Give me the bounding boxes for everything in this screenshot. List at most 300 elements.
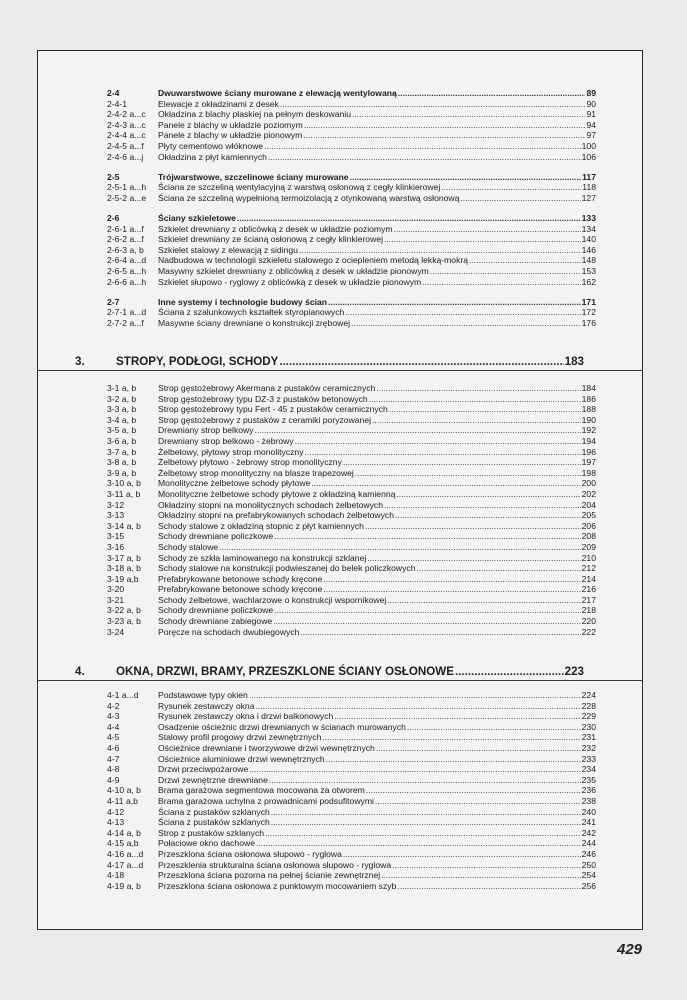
leader-dots [396, 489, 580, 500]
toc-entry [38, 182, 642, 193]
entry-code: 3-5 a, b [107, 425, 137, 436]
toc-entry [38, 870, 642, 881]
entry-page: 202 [581, 488, 596, 499]
toc-entry [38, 775, 642, 786]
toc-entry [38, 521, 642, 532]
entry-page: 140 [581, 234, 596, 245]
leader-dots [326, 754, 581, 765]
entry-page: 146 [581, 244, 596, 255]
toc-entry [38, 743, 642, 754]
entry-code: 2-6-6 a...h [107, 276, 147, 287]
entry-page: 236 [581, 785, 596, 796]
entry-code: 2-5 [107, 171, 120, 182]
chapter-number: 4. [75, 665, 85, 678]
toc-entry [38, 489, 642, 500]
entry-page: 241 [581, 817, 596, 828]
leader-dots [350, 172, 582, 183]
entry-code: 4-8 [107, 764, 120, 775]
toc-entry [38, 605, 642, 616]
entry-title: Żelbetowy płytowo - żebrowy strop monolityczny [158, 457, 342, 468]
toc-entry [38, 120, 642, 131]
entry-title: Szkielet słupowo - ryglowy z oblicówką z desek w układzie pionowym [158, 276, 422, 287]
entry-title: Okładziny stopni na monolitycznych schodach żelbetowych [158, 499, 383, 510]
entry-page: 171 [581, 296, 596, 307]
entry-code: 3-17 a, b [107, 552, 141, 563]
toc-entry [38, 245, 642, 256]
entry-title: Okładzina z płyt kamiennych [158, 151, 267, 162]
entry-title: Ściana ze szczeliną wypełnioną termoizolacją z otynkowaną warstwą osłonową [158, 192, 460, 203]
entry-title: Panele z blachy w układzie poziomym [158, 119, 303, 130]
leader-dots [369, 394, 581, 405]
toc-entry [38, 849, 642, 860]
entry-title: Elewacje z okładzinami z desek [158, 98, 279, 109]
entry-page: 90 [586, 98, 596, 109]
entry-title: Brama garażowa segmentowa mocowana za otworem [158, 785, 365, 796]
entry-title: Osadzenie ościeżnic drzwi drewnianych w ścianach murowanych [158, 721, 406, 732]
entry-page: 231 [581, 732, 596, 743]
entry-code: 3-13 [107, 510, 125, 521]
entry-code: 3-10 a, b [107, 478, 141, 489]
entry-title: Okładziny stopni na prefabrykowanych schodach żelbetowych [158, 510, 394, 521]
entry-page: 184 [581, 383, 596, 393]
entry-title: Schody stalowe z okładziną stopnic z płyt kamiennych [158, 520, 364, 531]
chapter-page: 223 [564, 665, 584, 678]
leader-dots [280, 99, 586, 110]
leader-dots [398, 88, 586, 99]
entry-page: 133 [581, 212, 596, 223]
entry-code: 3-4 a, b [107, 414, 137, 425]
entry-code: 3-7 a, b [107, 446, 137, 457]
entry-page: 208 [581, 531, 596, 542]
entry-code: 2-6-1 a...f [107, 223, 144, 234]
entry-code: 3-19 a,b [107, 573, 139, 584]
leader-dots [269, 775, 581, 786]
leader-dots [305, 447, 581, 458]
entry-title: Ściana z pustaków szklanych [158, 817, 270, 828]
toc-entry [38, 754, 642, 765]
chapter-3-divider [38, 370, 642, 371]
toc-entry [38, 266, 642, 277]
leader-dots [384, 500, 581, 511]
section-group [38, 88, 642, 162]
entry-title: Szkielet drewniany z oblicówką z desek w układzie poziomym [158, 223, 393, 234]
entry-page: 204 [581, 499, 596, 510]
leader-dots [384, 234, 581, 245]
entry-page: 210 [581, 552, 596, 563]
leader-dots [343, 849, 581, 860]
chapter-2-continued [38, 88, 642, 338]
chapter-3-entries [38, 383, 642, 637]
leader-dots [345, 307, 580, 318]
entry-title: Drewniany strop belkowy [158, 425, 254, 436]
leader-dots [295, 436, 581, 447]
entry-page: 106 [581, 151, 596, 162]
toc-entry [38, 307, 642, 318]
toc-entry [38, 141, 642, 152]
leader-dots [299, 245, 581, 256]
entry-title: Schody stalowe na konstrukcji podwieszanej do belek policzkowych [158, 563, 416, 574]
leader-dots [323, 584, 580, 595]
entry-title: Prefabrykowane betonowe schody kręcone [158, 573, 323, 584]
toc-entry [38, 234, 642, 245]
leader-dots [416, 563, 580, 574]
entry-title: Szkielet stalowy z elewacją z sidingu [158, 244, 298, 255]
leader-dots [407, 722, 581, 733]
entry-code: 3-8 a, b [107, 457, 137, 468]
entry-title: Ościeżnice aluminiowe drzwi wewnętrznych [158, 753, 325, 764]
toc-entry [38, 627, 642, 638]
leader-dots [304, 120, 586, 131]
entry-code: 2-7-1 a...d [107, 307, 147, 318]
entry-code: 3-16 [107, 541, 125, 552]
toc-entry [38, 255, 642, 266]
leader-dots [274, 531, 581, 542]
entry-code: 4-14 a, b [107, 827, 141, 838]
entry-code: 4-16 a...d [107, 848, 144, 859]
entry-page: 192 [581, 425, 596, 436]
entry-code: 4-11 a,b [107, 795, 138, 806]
entry-title: Podstawowe typy okien [158, 690, 248, 700]
leader-dots [249, 764, 580, 775]
leader-dots [381, 870, 581, 881]
entry-title: Żelbetowy strop monolityczny na blasze trapezowej [158, 467, 354, 478]
entry-code: 3-11 a, b [107, 488, 141, 499]
entry-title: Drzwi przeciwpożarowe [158, 764, 249, 775]
chapter-4-divider [38, 680, 642, 681]
leader-dots [249, 690, 581, 701]
entry-title: Monolityczne żelbetowe schody płytowe [158, 478, 311, 489]
toc-entry [38, 404, 642, 415]
entry-code: 2-6-5 a...h [107, 265, 147, 276]
entry-page: 91 [586, 109, 596, 120]
chapter-title: STROPY, PODŁOGI, SCHODY [116, 355, 279, 368]
leader-dots [352, 109, 585, 120]
entry-page: 230 [581, 721, 596, 732]
entry-page: 235 [581, 774, 596, 785]
leader-dots [303, 130, 585, 141]
toc-entry [38, 468, 642, 479]
entry-page: 232 [581, 742, 596, 753]
entry-title: Ściana z szalunkowych kształtek styropianowych [158, 307, 345, 318]
leader-dots [392, 860, 581, 871]
toc-entry [38, 415, 642, 426]
entry-title: Strop gęstożebrowy Akermana z pustaków ceramicznych [158, 383, 376, 393]
entry-title: Schody żelbetowe, wachlarzowe o konstrukcji wspornikowej [158, 594, 387, 605]
toc-entry [38, 436, 642, 447]
leader-dots [300, 627, 580, 638]
entry-page: 186 [581, 393, 596, 404]
entry-code: 2-7 [107, 296, 120, 307]
entry-code: 2-6 [107, 212, 120, 223]
toc-entry [38, 224, 642, 235]
entry-code: 4-13 [107, 817, 125, 828]
toc-entry [38, 130, 642, 141]
section-group [38, 172, 642, 204]
entry-page: 217 [581, 594, 596, 605]
entry-page: 256 [581, 880, 596, 891]
leader-dots [372, 415, 581, 426]
toc-entry [38, 701, 642, 712]
entry-title: Rysunek zestawczy okna i drzwi balkonowych [158, 711, 334, 722]
entry-title: Schody ze szkła laminowanego na konstrukcji szklanej [158, 552, 367, 563]
entry-page: 134 [581, 223, 596, 234]
toc-entry [38, 828, 642, 839]
entry-code: 2-4-3 a...c [107, 119, 146, 130]
entry-page: 218 [581, 605, 596, 616]
toc-entry [38, 447, 642, 458]
entry-page: 229 [581, 711, 596, 722]
chapter-number: 3. [75, 355, 85, 368]
leader-dots [279, 354, 563, 370]
entry-code: 4-6 [107, 742, 120, 753]
leader-dots [376, 743, 581, 754]
leader-dots [256, 838, 581, 849]
entry-code: 3-18 a, b [107, 563, 141, 574]
entry-code: 2-4-4 a...c [107, 130, 146, 141]
leader-dots [355, 468, 581, 479]
leader-dots [322, 732, 580, 743]
toc-entry [38, 318, 642, 329]
entry-page: 197 [581, 457, 596, 468]
toc-entry [38, 817, 642, 828]
entry-page: 212 [581, 563, 596, 574]
entry-title: Schody drewniane policzkowe [158, 531, 274, 542]
entry-code: 3-14 a, b [107, 520, 141, 531]
toc-entry [38, 574, 642, 585]
entry-title: Przeszklona ściana osłonowa z punktowym mocowaniem szyb [158, 880, 397, 891]
entry-page: 188 [581, 404, 596, 415]
entry-title: Strop gęstożebrowy typu DZ-3 z pustaków betonowych [158, 393, 368, 404]
entry-title: Przeszklona ściana osłonowa słupowo - ryglowa [158, 848, 342, 859]
leader-dots [343, 457, 581, 468]
entry-title: Żelbetowy, płytowy strop monolityczny [158, 446, 304, 457]
toc-entry [38, 500, 642, 511]
entry-code: 3-9 a, b [107, 467, 137, 478]
section-group [38, 213, 642, 287]
entry-title: Panele z blachy w układzie pionowym [158, 130, 303, 141]
section-heading-row [38, 88, 642, 99]
leader-dots [271, 807, 581, 818]
toc-entry [38, 764, 642, 775]
entry-code: 4-15 a,b [107, 838, 139, 849]
toc-entry [38, 531, 642, 542]
toc-entry [38, 881, 642, 892]
entry-code: 2-5-1 a...h [107, 182, 147, 193]
entry-title: Prefabrykowane betonowe schody kręcone [158, 584, 323, 595]
toc-entry [38, 595, 642, 606]
leader-dots [460, 193, 580, 204]
entry-code: 3-24 [107, 626, 125, 637]
entry-page: 216 [581, 584, 596, 595]
entry-code: 4-5 [107, 732, 120, 743]
toc-entry [38, 394, 642, 405]
leader-dots [273, 616, 580, 627]
section-heading-row [38, 213, 642, 224]
entry-code: 2-7-2 a...f [107, 317, 144, 328]
entry-title: Stalowy profil progowy drzwi zewnętrznych [158, 732, 322, 743]
entry-title: Przeszklona ściana pozorna na pełnej ścianie zewnętrznej [158, 870, 381, 881]
toc-entry [38, 732, 642, 743]
leader-dots [367, 553, 580, 564]
entry-code: 3-6 a, b [107, 435, 137, 446]
entry-page: 222 [581, 626, 596, 637]
entry-code: 3-12 [107, 499, 125, 510]
entry-title: Ościeżnice drewniane i tworzywowe drzwi wewnętrznych [158, 742, 375, 753]
entry-page: 220 [581, 616, 596, 627]
entry-code: 3-3 a, b [107, 404, 137, 415]
entry-page: 209 [581, 541, 596, 552]
toc-entry [38, 193, 642, 204]
entry-page: 238 [581, 795, 596, 806]
leader-dots [264, 141, 581, 152]
entry-page: 234 [581, 764, 596, 775]
entry-page: 244 [581, 838, 596, 849]
toc-entry [38, 109, 642, 120]
section-heading-row [38, 297, 642, 308]
entry-code: 2-6-4 a...d [107, 255, 147, 266]
entry-code: 3-15 [107, 531, 125, 542]
entry-page: 194 [581, 435, 596, 446]
toc-entry [38, 711, 642, 722]
chapter-4-heading [38, 664, 642, 680]
toc-entry [38, 690, 642, 701]
entry-page: 206 [581, 520, 596, 531]
chapter-3-heading [38, 354, 642, 370]
entry-title: Okładzina z blachy płaskiej na pełnym deskowaniu [158, 109, 351, 120]
entry-title: Poręcze na schodach dwubiegowych [158, 626, 300, 637]
entry-code: 4-17 a...d [107, 859, 144, 870]
entry-title: Połaciowe okno dachowe [158, 838, 255, 849]
toc-entry [38, 99, 642, 110]
entry-code: 2-4-6 a...j [107, 151, 144, 162]
entry-page: 200 [581, 478, 596, 489]
toc-entry [38, 277, 642, 288]
entry-title: Ściana ze szczeliną wentylacyjną z warstwą osłonową z cegły klinkierowej [158, 182, 441, 193]
entry-title: Drzwi zewnętrzne drewniane [158, 774, 268, 785]
toc-entry [38, 796, 642, 807]
entry-page: 228 [581, 700, 596, 711]
entry-code: 4-12 [107, 806, 125, 817]
toc-entry [38, 478, 642, 489]
toc-entry [38, 553, 642, 564]
entry-page: 198 [581, 467, 596, 478]
entry-title: Strop z pustaków szklanych [158, 827, 265, 838]
entry-title: Brama garażowa uchylna z prowadnicami podsufitowymi [158, 795, 374, 806]
leader-dots [394, 224, 581, 235]
entry-code: 2-4-1 [107, 98, 128, 109]
entry-code: 2-6-3 a, b [107, 244, 144, 255]
chapter-title: OKNA, DRZWI, BRAMY, PRZESZKLONE ŚCIANY OSŁONOWE [116, 665, 454, 678]
entry-code: 3-21 [107, 594, 125, 605]
entry-title: Trójwarstwowe, szczelinowe ściany murowane [158, 171, 349, 182]
entry-code: 3-22 a, b [107, 605, 141, 616]
entry-code: 4-10 a, b [107, 785, 141, 796]
entry-title: Schody drewniane policzkowe [158, 605, 274, 616]
entry-title: Monolityczne żelbetowe schody płytowe z okładziną kamienną [158, 488, 396, 499]
entry-code: 4-1 a...d [107, 690, 139, 700]
section-group [38, 297, 642, 329]
section-heading-row [38, 172, 642, 183]
leader-dots [395, 510, 581, 521]
leader-dots [422, 277, 580, 288]
entry-page: 240 [581, 806, 596, 817]
leader-dots [334, 711, 580, 722]
entry-title: Drewniany strop belkowo - żebrowy [158, 435, 294, 446]
chapter-4-entries [38, 690, 642, 891]
toc-entry [38, 838, 642, 849]
toc-entry [38, 152, 642, 163]
leader-dots [387, 595, 580, 606]
entry-page: 196 [581, 446, 596, 457]
toc-entry [38, 563, 642, 574]
leader-dots [441, 182, 581, 193]
entry-code: 3-20 [107, 584, 125, 595]
entry-page: 100 [581, 140, 596, 151]
toc-entry [38, 542, 642, 553]
entry-page: 176 [581, 317, 596, 328]
entry-code: 4-2 [107, 700, 120, 711]
leader-dots [237, 213, 581, 224]
entry-title: Rysunek zestawczy okna [158, 700, 255, 711]
leader-dots [265, 828, 581, 839]
entry-page: 254 [581, 870, 596, 881]
entry-code: 4-18 [107, 870, 125, 881]
entry-title: Masywne ściany drewniane o konstrukcji zrębowej [158, 317, 351, 328]
entry-title: Masywny szkielet drewniany z oblicówką z desek w układzie pionowym [158, 265, 429, 276]
entry-title: Przeszklenia strukturalna ściana osłonowa słupowo - ryglowa [158, 859, 392, 870]
toc-entry [38, 722, 642, 733]
toc-entry [38, 616, 642, 627]
entry-title: Inne systemy i technologie budowy ścian [158, 296, 328, 307]
entry-title: Ściana z pustaków szklanych [158, 806, 270, 817]
toc-entry [38, 425, 642, 436]
entry-page: 214 [581, 573, 596, 584]
entry-code: 3-1 a, b [107, 383, 137, 393]
leader-dots [366, 785, 581, 796]
entry-code: 3-2 a, b [107, 393, 137, 404]
leader-dots [351, 318, 581, 329]
leader-dots [430, 266, 581, 277]
leader-dots [219, 542, 580, 553]
entry-title: Strop gęstożebrowy z pustaków z ceramiki poryzowanej [158, 414, 372, 425]
entry-title: Schody drewniane zabiegowe [158, 616, 273, 627]
entry-page: 94 [586, 119, 596, 130]
toc-entry [38, 785, 642, 796]
entry-page: 233 [581, 753, 596, 764]
entry-title: Strop gęstożebrowy typu Fert - 45 z pustaków ceramicznych [158, 404, 388, 415]
entry-title: Szkielet drewniany ze ścianą osłonową z cegły klinkierowej [158, 234, 383, 245]
entry-title: Nadbudowa w technologii szkieletu stalowego z ociepleniem metodą lekką-mokrą [158, 255, 469, 266]
leader-dots [255, 701, 580, 712]
leader-dots [274, 605, 581, 616]
entry-code: 4-19 a, b [107, 880, 141, 891]
leader-dots [365, 521, 581, 532]
entry-page: 172 [581, 307, 596, 318]
entry-code: 4-4 [107, 721, 120, 732]
chapter-page: 183 [564, 355, 584, 368]
leader-dots [323, 574, 580, 585]
leader-dots [311, 478, 580, 489]
entry-code: 4-7 [107, 753, 120, 764]
entry-page: 148 [581, 255, 596, 266]
toc-entry [38, 807, 642, 818]
toc-frame [37, 50, 643, 930]
leader-dots [375, 796, 581, 807]
entry-page: 246 [581, 848, 596, 859]
toc-entry [38, 383, 642, 394]
entry-code: 2-4-5 a...f [107, 140, 144, 151]
entry-page: 118 [582, 182, 596, 193]
